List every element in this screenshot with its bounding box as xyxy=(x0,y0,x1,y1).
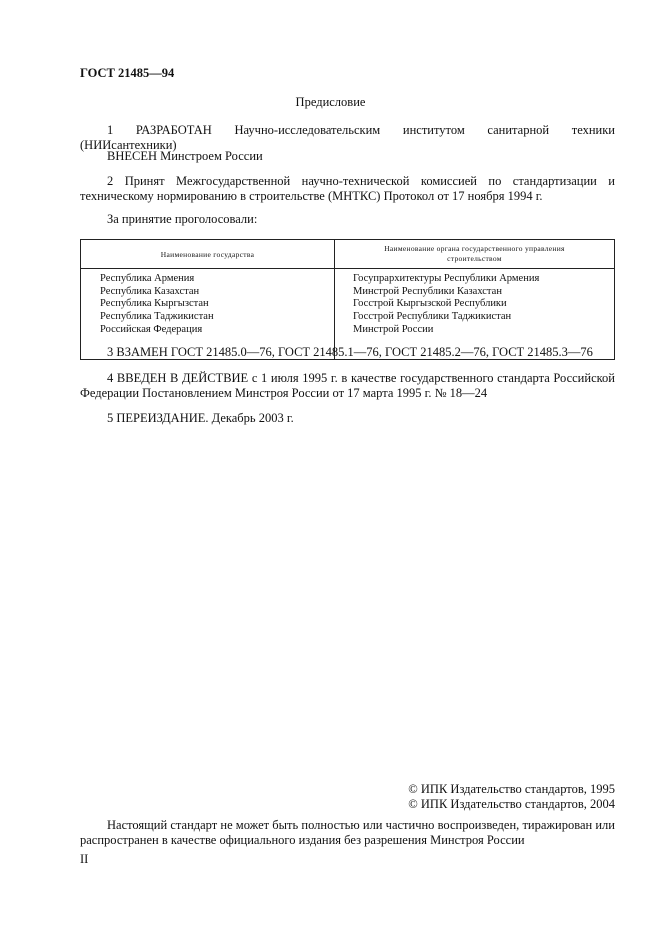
table-cell-state: Республика Кыргызстан xyxy=(100,298,209,310)
standard-code-header: ГОСТ 21485—94 xyxy=(80,66,175,80)
table-cell-authority: Госупрархитектуры Республики Армения xyxy=(353,273,540,284)
table-header xyxy=(81,240,614,269)
copyright-1995: © ИПК Издательство стандартов, 1995 xyxy=(408,782,615,796)
table-cell-authority: Госстрой Кыргызской Республики xyxy=(353,298,507,310)
paragraph-adopted: 2 Принят Межгосударственной научно-технической комиссией по стандартизации и техническому нормированию в строительстве (МНТКС) Протокол от 17 ноября 1994 г. xyxy=(80,174,615,203)
table-cell-state: Республика Армения xyxy=(100,273,195,284)
table-cell-authority: Минстрой России xyxy=(353,323,434,335)
copyright-2004: © ИПК Издательство стандартов, 2004 xyxy=(408,797,615,811)
page-title: Предисловие xyxy=(295,95,366,109)
table-column-states xyxy=(100,273,214,337)
table-cell-authority: Госстрой Республики Таджикистан xyxy=(353,311,512,323)
table-cell-authority: Минстрой Республики Казахстан xyxy=(353,285,502,297)
table-cell-state: Республика Таджикистан xyxy=(100,311,214,323)
paragraph-effective: 4 ВВЕДЕН В ДЕЙСТВИЕ с 1 июля 1995 г. в качестве государственного стандарта Российской Федерации Постановлением Минстроя России от 17 марта 1995 г. № 18—24 xyxy=(80,371,615,400)
paragraph-voted: За принятие проголосовали: xyxy=(107,212,258,226)
page-number: II xyxy=(80,852,89,866)
paragraph-submitted-by: ВНЕСЕН Минстроем России xyxy=(107,149,263,163)
voting-table xyxy=(80,239,615,360)
table-header-authority-line1: Наименование органа государственного управления xyxy=(384,244,565,253)
table-header-authority-line2: строительством xyxy=(447,254,502,263)
table-cell-state: Республика Казахстан xyxy=(100,285,200,297)
table-header-authority xyxy=(335,240,614,268)
paragraph-replaces: 3 ВЗАМЕН ГОСТ 21485.0—76, ГОСТ 21485.1—76, ГОСТ 21485.2—76, ГОСТ 21485.3—76 xyxy=(107,345,593,359)
table-cell-state: Российская Федерация xyxy=(100,323,203,335)
paragraph-developed-by: 1 РАЗРАБОТАН Научно-исследовательским институтом санитарной техники (НИИсантехники) xyxy=(80,123,615,152)
reproduction-notice: Настоящий стандарт не может быть полностью или частично воспроизведен, тиражирован или распространен в качестве официального издания без разрешения Минстроя России xyxy=(80,818,615,847)
table-column-authorities xyxy=(353,273,539,337)
table-header-state: Наименование государства xyxy=(81,240,335,268)
paragraph-reissue: 5 ПЕРЕИЗДАНИЕ. Декабрь 2003 г. xyxy=(107,411,294,425)
